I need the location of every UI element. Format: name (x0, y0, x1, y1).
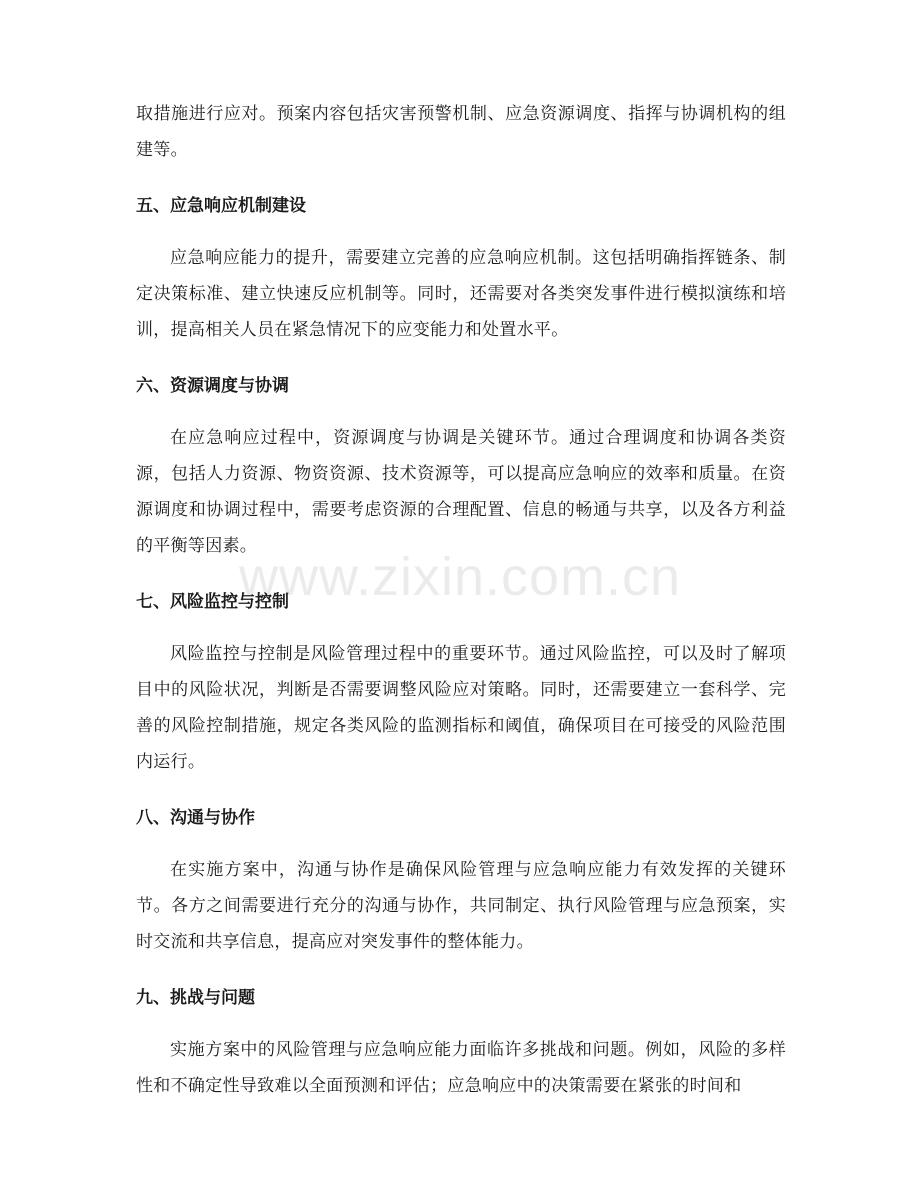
section-paragraph: 在应急响应过程中，资源调度与协调是关键环节。通过合理调度和协调各类资源，包括人力资源、物资资源、技术资源等，可以提高应急响应的效率和质量。在资源调度和协调过程中，需要考虑资源的合理配置、信息的畅通与共享，以及各方利益的平衡等因素。 (136, 428, 786, 556)
section-heading: 八、沟通与协作 (136, 808, 255, 828)
section-heading: 九、挑战与问题 (136, 988, 255, 1008)
section-paragraph: 应急响应能力的提升，需要建立完善的应急响应机制。这包括明确指挥链条、制定决策标准、建立快速反应机制等。同时，还需要对各类突发事件进行模拟演练和培训，提高相关人员在紧急情况下的应变能力和处置水平。 (136, 248, 786, 340)
section-paragraph: 风险监控与控制是风险管理过程中的重要环节。通过风险监控，可以及时了解项目中的风险状况，判断是否需要调整风险应对策略。同时，还需要建立一套科学、完善的风险控制措施，规定各类风险的监测指标和阈值，确保项目在可接受的风险范围内运行。 (136, 644, 786, 772)
section-heading: 五、应急响应机制建设 (136, 196, 306, 216)
intro-paragraph: 取措施进行应对。预案内容包括灾害预警机制、应急资源调度、指挥与协调机构的组建等。 (136, 104, 786, 160)
section-paragraph: 在实施方案中，沟通与协作是确保风险管理与应急响应能力有效发挥的关键环节。各方之间需要进行充分的沟通与协作，共同制定、执行风险管理与应急预案，实时交流和共享信息，提高应对突发事件的整体能力。 (136, 860, 786, 952)
watermark-text: www.zixin.com.cn (238, 547, 682, 607)
section-paragraph: 实施方案中的风险管理与应急响应能力面临许多挑战和问题。例如，风险的多样性和不确定性导致难以全面预测和评估；应急响应中的决策需要在紧张的时间和 (136, 1040, 786, 1096)
section-5 (136, 168, 786, 348)
section-6 (136, 348, 786, 564)
section-9 (136, 960, 786, 1104)
section-7 (136, 564, 786, 780)
section-heading: 七、风险监控与控制 (136, 592, 289, 612)
document-body (136, 96, 786, 1104)
section-8 (136, 780, 786, 960)
section-heading: 六、资源调度与协调 (136, 376, 289, 396)
